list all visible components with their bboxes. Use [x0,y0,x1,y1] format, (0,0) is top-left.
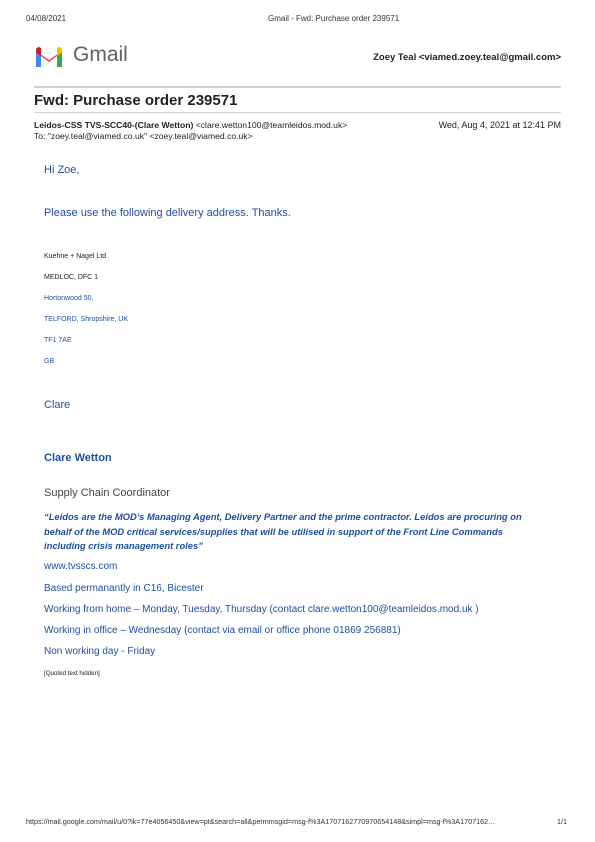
greeting: Hi Zoe, [44,164,80,176]
based-text: Based permanantly in C16, Bicester [44,583,204,594]
signature-title: Supply Chain Coordinator [44,487,170,499]
wfh-text: Working from home – Monday, Tuesday, Thursday (contact clare.wetton100@teamleidos.mod.uk ) [44,604,479,615]
gmail-wordmark: Gmail [73,43,128,66]
quoted-text-hidden[interactable]: [Quoted text hidden] [44,670,100,677]
office-text: Working in office – Wednesday (contact via email or office phone 01869 256881) [44,625,401,636]
gmail-m-icon [34,45,64,69]
website-link[interactable]: www.tvsscs.com [44,561,118,572]
address-line: GB [44,358,55,365]
sender-name: Leidos-CSS TVS-SCC40-(Clare Wetton) [34,120,194,130]
signoff: Clare [44,399,71,411]
signature-name: Clare Wetton [44,452,112,464]
account-label: Zoey Teal <viamed.zoey.teal@gmail.com> [373,52,561,63]
print-url: https://mail.google.com/mail/u/0?ik=77e4056450&view=pt&search=all&permmsgid=msg-f%3A1707162770970654148&simpl=msg-f%3A1707162… [26,817,496,826]
sender-email[interactable]: <clare.wetton100@teamleidos.mod.uk> [193,120,348,130]
header-divider [34,86,561,88]
print-title: Gmail - Fwd: Purchase order 239571 [268,14,400,23]
nonworking-text: Non working day - Friday [44,646,156,657]
message-from [34,120,347,130]
address-line: TELFORD, Shropshire, UK [44,316,129,323]
message-subject: Fwd: Purchase order 239571 [34,92,238,109]
intro-text: Please use the following delivery address. Thanks. [44,207,291,219]
page-number: 1/1 [557,817,567,826]
message-to: To: "zoey.teal@viamed.co.uk" <zoey.teal@viamed.co.uk> [34,131,253,141]
address-line: TF1 7AE [44,337,72,344]
print-date: 04/08/2021 [26,14,67,23]
message-date: Wed, Aug 4, 2021 at 12:41 PM [438,120,561,130]
address-line: Kuehne + Nagel Ltd [44,253,107,260]
address-line: Hortonwood 50, [44,295,94,302]
subject-divider [34,112,561,113]
address-line: MEDLOC, DFC 1 [44,274,99,281]
signature-quote: “Leidos are the MOD’s Managing Agent, Delivery Partner and the prime contractor. Leidos are procuring on behalf of the MOD critical services/supplies that will be utilised in support of the Front Line Commands including crisis management roles” [44,511,522,551]
